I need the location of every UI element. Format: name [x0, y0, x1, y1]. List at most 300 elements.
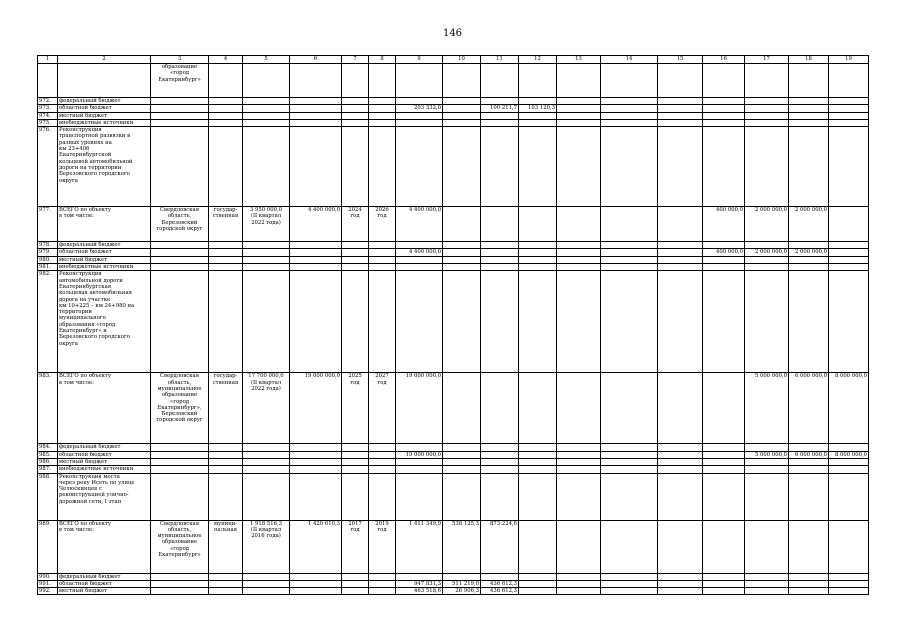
column-number: 7 — [342, 56, 369, 64]
table-cell — [557, 249, 601, 256]
column-number: 14 — [601, 56, 658, 64]
table-cell — [789, 473, 829, 520]
table-cell — [209, 451, 243, 458]
table-row — [38, 588, 869, 595]
table-cell — [443, 573, 481, 580]
table-cell — [369, 451, 396, 458]
table-cell — [243, 98, 290, 105]
table-row — [38, 451, 869, 458]
table-cell — [481, 271, 519, 373]
table-cell — [481, 458, 519, 465]
table-cell — [557, 444, 601, 451]
table-cell — [443, 271, 481, 373]
table-cell — [829, 105, 869, 112]
table-cell — [703, 256, 745, 263]
table-cell — [209, 580, 243, 587]
table-cell — [745, 580, 789, 587]
table-cell — [443, 127, 481, 207]
table-cell — [396, 466, 443, 473]
table-cell — [342, 451, 369, 458]
table-cell — [519, 373, 557, 444]
table-cell: Реконструкция моста через реку Исеть по улице Челюскинцев с реконструкцией улично- дорожной сети, I этап — [58, 473, 151, 520]
table-cell — [369, 473, 396, 520]
table-cell: 1 918 516,3 (II квартал 2016 года) — [243, 520, 290, 573]
table-cell — [703, 588, 745, 595]
table-cell — [829, 256, 869, 263]
table-cell — [745, 573, 789, 580]
table-cell — [557, 105, 601, 112]
table-cell — [481, 112, 519, 119]
table-cell — [703, 112, 745, 119]
table-cell — [342, 127, 369, 207]
table-cell: 992. — [38, 588, 58, 595]
table-row — [38, 473, 869, 520]
table-cell: 2026 год — [369, 207, 396, 242]
table-cell — [396, 98, 443, 105]
table-cell: 19 000 000,0 — [290, 373, 342, 444]
table-cell — [745, 105, 789, 112]
table-cell — [290, 98, 342, 105]
table-row — [38, 256, 869, 263]
table-cell — [829, 573, 869, 580]
table-cell: 103 120,3 — [519, 105, 557, 112]
column-number: 12 — [519, 56, 557, 64]
table-cell — [243, 127, 290, 207]
table-cell — [396, 64, 443, 98]
table-cell — [557, 256, 601, 263]
table-cell: Реконструкция транспортной развязки в разных уровнях на км 23+406 Екатеринбургской кольцевой автомобильной дороги на территории Березовского городского округа — [58, 127, 151, 207]
table-cell — [396, 112, 443, 119]
table-cell — [557, 580, 601, 587]
column-number: 16 — [703, 56, 745, 64]
table-cell — [38, 64, 58, 98]
table-cell: 6 000 000,0 — [789, 451, 829, 458]
table-cell — [601, 249, 658, 256]
table-cell — [243, 264, 290, 271]
table-cell: федеральный бюджет — [58, 98, 151, 105]
table-cell — [369, 105, 396, 112]
table-cell — [658, 466, 703, 473]
table-cell — [243, 271, 290, 373]
table-cell: 511 219,0 — [443, 580, 481, 587]
table-cell — [151, 473, 209, 520]
table-cell — [443, 466, 481, 473]
table-cell — [557, 264, 601, 271]
column-number: 6 — [290, 56, 342, 64]
table-cell — [369, 573, 396, 580]
table-cell — [209, 112, 243, 119]
table-cell — [443, 249, 481, 256]
table-cell — [342, 458, 369, 465]
table-cell — [151, 580, 209, 587]
table-cell — [342, 588, 369, 595]
table-cell — [789, 105, 829, 112]
table-cell: 972. — [38, 98, 58, 105]
table-cell — [369, 271, 396, 373]
table-cell: государ- ственная — [209, 373, 243, 444]
table-cell — [151, 451, 209, 458]
table-cell — [745, 473, 789, 520]
table-cell — [243, 588, 290, 595]
table-cell — [519, 466, 557, 473]
column-number: 3 — [151, 56, 209, 64]
column-number: 11 — [481, 56, 519, 64]
table-cell — [658, 119, 703, 126]
table-cell — [342, 466, 369, 473]
table-cell — [481, 573, 519, 580]
table-cell — [658, 451, 703, 458]
table-cell — [151, 249, 209, 256]
table-cell — [658, 207, 703, 242]
table-cell — [481, 256, 519, 263]
table-cell — [342, 573, 369, 580]
table-cell — [396, 127, 443, 207]
table-cell — [290, 64, 342, 98]
table-cell — [443, 373, 481, 444]
table-cell — [342, 98, 369, 105]
column-number: 5 — [243, 56, 290, 64]
table-cell — [557, 458, 601, 465]
table-cell: 463 518,6 — [396, 588, 443, 595]
table-cell: 991. — [38, 580, 58, 587]
table-cell — [369, 127, 396, 207]
table-cell — [519, 98, 557, 105]
table-cell — [369, 98, 396, 105]
table-cell — [369, 588, 396, 595]
table-cell: 982. — [38, 271, 58, 373]
table-cell — [209, 119, 243, 126]
table-cell — [557, 242, 601, 249]
table-cell — [151, 127, 209, 207]
table-cell — [789, 112, 829, 119]
table-cell — [342, 105, 369, 112]
table-cell — [209, 466, 243, 473]
table-cell — [658, 573, 703, 580]
table-cell — [658, 458, 703, 465]
table-cell — [369, 64, 396, 98]
table-cell — [557, 127, 601, 207]
table-cell — [290, 249, 342, 256]
table-cell — [601, 444, 658, 451]
table-cell — [789, 588, 829, 595]
table-cell — [519, 444, 557, 451]
table-cell — [557, 64, 601, 98]
table-cell: 538 125,3 — [443, 520, 481, 573]
table-cell: 973. — [38, 105, 58, 112]
table-cell — [342, 242, 369, 249]
table-cell — [703, 473, 745, 520]
table-cell — [443, 256, 481, 263]
table-row — [38, 373, 869, 444]
table-cell — [789, 98, 829, 105]
table-cell: 8 000 000,0 — [829, 451, 869, 458]
table-cell — [789, 271, 829, 373]
table-cell — [519, 127, 557, 207]
table-cell — [396, 119, 443, 126]
table-row — [38, 207, 869, 242]
table-cell — [481, 242, 519, 249]
table-cell — [58, 64, 151, 98]
table-cell: 2 000 000,0 — [745, 207, 789, 242]
table-cell — [658, 105, 703, 112]
table-cell: муници- пальная — [209, 520, 243, 573]
table-cell — [601, 264, 658, 271]
table-cell — [243, 256, 290, 263]
table-cell — [290, 466, 342, 473]
table-cell — [829, 466, 869, 473]
table-cell — [151, 112, 209, 119]
table-cell — [209, 588, 243, 595]
table-cell: 5 000 000,0 — [745, 451, 789, 458]
table-cell — [151, 573, 209, 580]
table-cell — [703, 520, 745, 573]
table-cell — [443, 264, 481, 271]
table-cell: 2017 год — [342, 520, 369, 573]
table-cell: внебюджетные источники — [58, 264, 151, 271]
table-cell — [601, 127, 658, 207]
table-cell — [789, 264, 829, 271]
table-cell — [151, 256, 209, 263]
table-cell — [519, 588, 557, 595]
table-cell — [601, 473, 658, 520]
table-cell — [290, 573, 342, 580]
table-cell — [342, 580, 369, 587]
table-row — [38, 249, 869, 256]
table-cell — [151, 271, 209, 373]
table-cell — [601, 520, 658, 573]
table-cell: 974. — [38, 112, 58, 119]
table-cell — [745, 271, 789, 373]
column-number: 15 — [658, 56, 703, 64]
table-cell — [243, 580, 290, 587]
table-cell — [519, 264, 557, 271]
table-cell — [151, 444, 209, 451]
table-cell: Реконструкция автомобильной дороги Екатеринбургская кольцевая автомобильная дорога на участке км 10+225 – км 24+980 на территории муниципального образования «город Екатеринбург» и Березовского городского округа — [58, 271, 151, 373]
table-row — [38, 98, 869, 105]
table-cell — [829, 580, 869, 587]
table-cell: 2027 год — [369, 373, 396, 444]
table-cell — [290, 105, 342, 112]
table-cell — [703, 105, 745, 112]
table-cell — [745, 444, 789, 451]
table-cell — [703, 127, 745, 207]
table-cell: 100 211,7 — [481, 105, 519, 112]
table-cell — [481, 119, 519, 126]
table-cell — [443, 458, 481, 465]
table-cell — [481, 373, 519, 444]
table-cell — [658, 264, 703, 271]
table-cell: 5 000 000,0 — [745, 373, 789, 444]
table-cell — [443, 112, 481, 119]
table-cell — [829, 458, 869, 465]
table-row — [38, 119, 869, 126]
table-cell — [557, 207, 601, 242]
table-cell — [601, 112, 658, 119]
table-cell — [519, 249, 557, 256]
table-cell: местный бюджет — [58, 112, 151, 119]
table-cell — [396, 256, 443, 263]
table-cell — [658, 127, 703, 207]
table-cell: 979. — [38, 249, 58, 256]
table-cell — [209, 458, 243, 465]
table-cell — [243, 64, 290, 98]
table-cell — [789, 520, 829, 573]
table-cell — [519, 112, 557, 119]
table-row — [38, 127, 869, 207]
table-cell — [557, 473, 601, 520]
table-cell: 977. — [38, 207, 58, 242]
table-cell — [658, 520, 703, 573]
table-cell — [745, 112, 789, 119]
table-cell — [703, 458, 745, 465]
table-cell — [290, 242, 342, 249]
table-cell — [342, 256, 369, 263]
table-cell — [829, 264, 869, 271]
table-cell — [369, 444, 396, 451]
column-number: 17 — [745, 56, 789, 64]
table-cell — [658, 98, 703, 105]
table-cell — [703, 373, 745, 444]
table-cell — [789, 573, 829, 580]
table-cell — [369, 264, 396, 271]
table-cell — [209, 105, 243, 112]
table-cell: 4 400 000,0 — [396, 207, 443, 242]
table-cell — [481, 127, 519, 207]
table-cell: ВСЕГО по объекту в том числе: — [58, 520, 151, 573]
table-cell: 400 000,0 — [703, 207, 745, 242]
table-cell: образование «город Екатеринбург» — [151, 64, 209, 98]
table-cell — [745, 264, 789, 271]
table-cell: 19 000 000,0 — [396, 373, 443, 444]
table-cell: государ- ственная — [209, 207, 243, 242]
table-cell — [658, 580, 703, 587]
column-number-row — [38, 56, 869, 64]
table-cell — [369, 458, 396, 465]
table-cell — [481, 98, 519, 105]
table-row — [38, 520, 869, 573]
table-cell — [789, 64, 829, 98]
table-cell — [290, 112, 342, 119]
table-cell — [243, 458, 290, 465]
table-cell — [658, 373, 703, 444]
table-cell — [557, 451, 601, 458]
table-cell: 1 420 610,3 — [290, 520, 342, 573]
table-cell — [829, 207, 869, 242]
table-cell — [789, 127, 829, 207]
table-cell: 947 831,3 — [396, 580, 443, 587]
table-cell: 400 000,0 — [703, 249, 745, 256]
table-cell — [243, 242, 290, 249]
table-cell — [745, 588, 789, 595]
table-cell: 985. — [38, 451, 58, 458]
table-cell — [342, 473, 369, 520]
table-cell: федеральный бюджет — [58, 444, 151, 451]
table-cell: 976. — [38, 127, 58, 207]
table-cell — [290, 119, 342, 126]
table-cell — [342, 249, 369, 256]
table-cell — [745, 98, 789, 105]
table-cell — [369, 242, 396, 249]
table-cell — [443, 64, 481, 98]
table-cell — [745, 119, 789, 126]
table-cell — [209, 256, 243, 263]
table-cell — [481, 207, 519, 242]
table-cell — [243, 444, 290, 451]
column-number: 1 — [38, 56, 58, 64]
table-cell — [745, 127, 789, 207]
table-cell — [519, 520, 557, 573]
table-cell — [601, 242, 658, 249]
table-row — [38, 580, 869, 587]
table-cell: 2024 год — [342, 207, 369, 242]
table-cell: 990. — [38, 573, 58, 580]
table-cell: областной бюджет — [58, 249, 151, 256]
table-cell: 987. — [38, 466, 58, 473]
table-cell: 26 906,3 — [443, 588, 481, 595]
table-cell — [829, 112, 869, 119]
table-cell — [243, 473, 290, 520]
table-cell — [789, 444, 829, 451]
table-cell: областной бюджет — [58, 105, 151, 112]
table-cell — [601, 256, 658, 263]
table-cell — [342, 271, 369, 373]
table-cell — [290, 256, 342, 263]
table-body — [38, 56, 869, 595]
table-cell — [396, 264, 443, 271]
column-number: 2 — [58, 56, 151, 64]
column-number: 8 — [369, 56, 396, 64]
table-cell — [557, 271, 601, 373]
table-cell — [658, 588, 703, 595]
table-cell: областной бюджет — [58, 580, 151, 587]
table-cell — [151, 119, 209, 126]
table-cell: местный бюджет — [58, 256, 151, 263]
table-cell: 19 000 000,0 — [396, 451, 443, 458]
table-cell: 1 411 349,9 — [396, 520, 443, 573]
table-cell — [519, 64, 557, 98]
table-cell — [209, 473, 243, 520]
table-cell — [658, 64, 703, 98]
table-row — [38, 444, 869, 451]
table-cell — [745, 256, 789, 263]
table-cell — [789, 256, 829, 263]
page-number: 146 — [442, 28, 463, 39]
table-cell — [290, 451, 342, 458]
table-cell — [829, 444, 869, 451]
table-cell: федеральный бюджет — [58, 242, 151, 249]
table-cell — [243, 466, 290, 473]
table-cell: ВСЕГО по объекту в том числе: — [58, 373, 151, 444]
table-cell — [658, 112, 703, 119]
table-cell — [443, 105, 481, 112]
table-cell — [209, 127, 243, 207]
table-cell — [290, 127, 342, 207]
table-cell — [369, 466, 396, 473]
table-cell — [829, 119, 869, 126]
table-cell — [369, 249, 396, 256]
table-cell: 975. — [38, 119, 58, 126]
table-cell: 2025 год — [342, 373, 369, 444]
table-cell — [443, 207, 481, 242]
table-cell: местный бюджет — [58, 588, 151, 595]
table-cell — [243, 119, 290, 126]
table-cell — [209, 249, 243, 256]
table-cell: 4 400 000,0 — [290, 207, 342, 242]
table-cell: 873 224,6 — [481, 520, 519, 573]
table-cell — [519, 256, 557, 263]
table-row — [38, 264, 869, 271]
table-cell: областной бюджет — [58, 451, 151, 458]
